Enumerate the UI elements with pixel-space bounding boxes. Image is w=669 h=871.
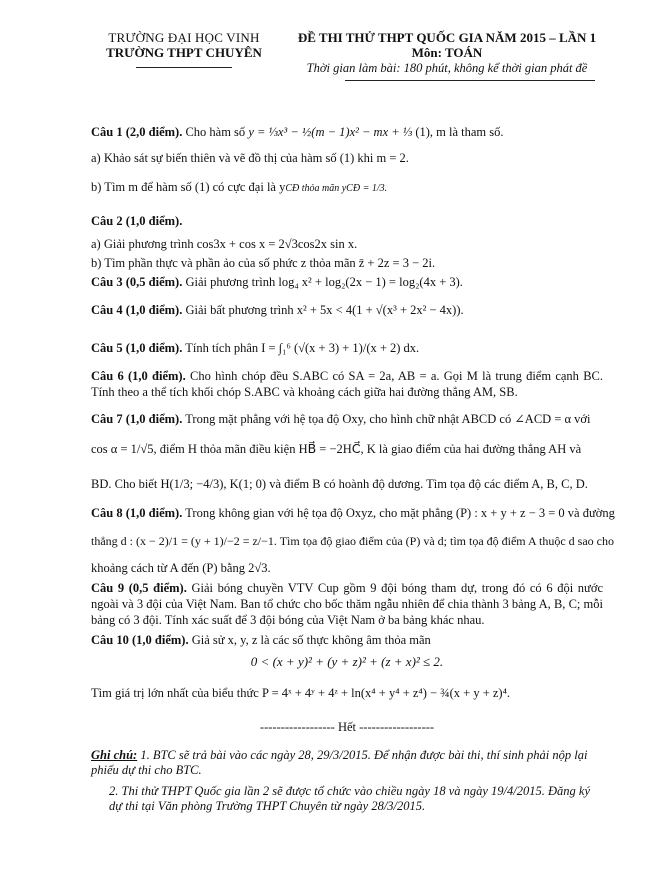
question-2-label: Câu 2 (1,0 điểm). xyxy=(91,214,183,228)
question-9-label: Câu 9 (0,5 điểm). xyxy=(91,581,187,595)
question-8-line1: Trong không gian với hệ tọa độ Oxyz, cho mặt phẳng (P) : x + y + z − 3 = 0 và đường xyxy=(182,506,615,520)
question-7-line1: Trong mặt phẳng với hệ tọa độ Oxy, cho hình chữ nhật ABCD có ∠ACD = α với xyxy=(182,412,591,426)
question-10 xyxy=(91,632,603,701)
school-name: TRƯỜNG THPT CHUYÊN xyxy=(106,45,262,60)
question-2 xyxy=(91,213,603,271)
question-7-label: Câu 7 (1,0 điểm). xyxy=(91,412,183,426)
question-1a: a) Khảo sát sự biến thiên và vẽ đồ thị của hàm số (1) khi m = 2. xyxy=(91,151,409,166)
question-10-condition: 0 < (x + y)² + (y + z)² + (z + x)² ≤ 2. xyxy=(250,654,444,670)
note-2: 2. Thi thử THPT Quốc gia lần 2 sẽ được tổ chức vào chiều ngày 18 và ngày 19/4/2015. Đăng ký dự thi tại Văn phòng Trường THPT Chuyên từ ngày 28/3/2015. xyxy=(109,784,590,813)
question-5-label: Câu 5 (1,0 điểm). xyxy=(91,341,183,355)
question-2a: a) Giải phương trình cos3x + cos x = 2√3cos2x sin x. xyxy=(91,237,358,252)
question-3 xyxy=(91,274,603,290)
question-7 xyxy=(91,411,603,492)
header-divider xyxy=(136,67,232,68)
question-10-intro: Giả sử x, y, z là các số thực không âm thỏa mãn xyxy=(188,633,431,647)
question-4-text: Giải bất phương trình x² + 5x < 4(1 + √(x³ + 2x² − 4x)). xyxy=(182,303,464,317)
note-1: 1. BTC sẽ trả bài vào các ngày 28, 29/3/2015. Để nhận được bài thi, thí sinh phải nộp lại phiếu dự thi cho BTC. xyxy=(91,748,588,777)
end-mark: ------------------ Hết ------------------ xyxy=(259,720,435,734)
question-6 xyxy=(91,368,603,401)
question-9-text: Giải bóng chuyền VTV Cup gồm 9 đội bóng tham dự, trong đó có 6 đội nước ngoài và 3 đội của Việt Nam. Ban tổ chức cho bốc thăm ngẫu nhiên để chia thành 3 bảng A, B, C; mỗi bảng có 3 đội. Tính xác suất để 3 đội bóng của Việt Nam ở ba bảng khác nhau. xyxy=(91,581,603,627)
question-1-formula: y = ⅓x³ − ½(m − 1)x² − mx + ⅓ xyxy=(248,125,413,139)
exam-title: ĐỀ THI THỬ THPT QUỐC GIA NĂM 2015 – LẦN 1 xyxy=(297,30,597,45)
question-1-tail: (1), m là tham số. xyxy=(412,125,504,139)
question-1 xyxy=(91,124,603,195)
question-7-line2: cos α = 1/√5, điểm H thỏa mãn điều kiện HB⃗ = −2HC⃗, K là giao điểm của hai đường thẳng AH và xyxy=(91,442,582,457)
question-1b: b) Tìm m để hàm số (1) có cực đại là y xyxy=(91,179,286,194)
question-6-label: Câu 6 (1,0 điểm). xyxy=(91,369,186,383)
school-header xyxy=(96,30,272,68)
question-7-line3: BD. Cho biết H(1/3; −4/3), K(1; 0) và điểm B có hoành độ dương. Tìm tọa độ các điểm A, B, C, D. xyxy=(91,476,588,491)
notes-label: Ghi chú: xyxy=(91,748,138,762)
question-10-label: Câu 10 (1,0 điểm). xyxy=(91,633,189,647)
question-1b-formula: CĐ thỏa mãn yCĐ = 1/3. xyxy=(285,182,388,194)
question-2b: b) Tìm phần thực và phần ảo của số phức z thỏa mãn z̄ + 2z = 3 − 2i. xyxy=(91,255,436,270)
question-1-intro: Cho hàm số xyxy=(182,125,249,139)
question-8-line2: thẳng d : (x − 2)/1 = (y + 1)/−2 = z/−1. Tìm tọa độ giao điểm của (P) và d; tìm tọa độ điểm A thuộc d sao cho xyxy=(91,534,614,549)
exam-subject: Môn: TOÁN xyxy=(411,45,483,60)
question-8-label: Câu 8 (1,0 điểm). xyxy=(91,506,183,520)
university-name: TRƯỜNG ĐẠI HỌC VINH xyxy=(108,30,260,45)
question-5 xyxy=(91,340,603,356)
notes xyxy=(91,748,605,814)
question-1-label: Câu 1 (2,0 điểm). xyxy=(91,125,183,139)
time-divider xyxy=(345,80,595,81)
exam-time: Thời gian làm bài: 180 phút, không kể thời gian phát đề xyxy=(306,61,588,75)
question-3-text: Giải phương trình log₄ x² + log₂(2x − 1) = log₂(4x + 3). xyxy=(182,275,463,289)
question-3-label: Câu 3 (0,5 điểm). xyxy=(91,275,183,289)
question-10-task: Tìm giá trị lớn nhất của biểu thức P = 4ˣ + 4ʸ + 4ᶻ + ln(x⁴ + y⁴ + z⁴) − ¾(x + y + z)⁴. xyxy=(91,686,511,701)
question-9 xyxy=(91,580,603,628)
question-8-line3: khoảng cách từ A đến (P) bằng 2√3. xyxy=(91,560,271,575)
question-8 xyxy=(91,505,615,576)
question-5-text: Tính tích phân I = ∫₁⁶ (√(x + 3) + 1)/(x + 2) dx. xyxy=(182,341,420,355)
question-6-text: Cho hình chóp đều S.ABC có SA = 2a, AB = a. Gọi M là trung điểm cạnh BC. Tính theo a thể tích khối chóp S.ABC và khoảng cách giữa hai đường thẳng AM, SB. xyxy=(91,369,603,400)
question-4 xyxy=(91,302,603,318)
exam-header xyxy=(297,30,597,81)
question-4-label: Câu 4 (1,0 điểm). xyxy=(91,303,183,317)
